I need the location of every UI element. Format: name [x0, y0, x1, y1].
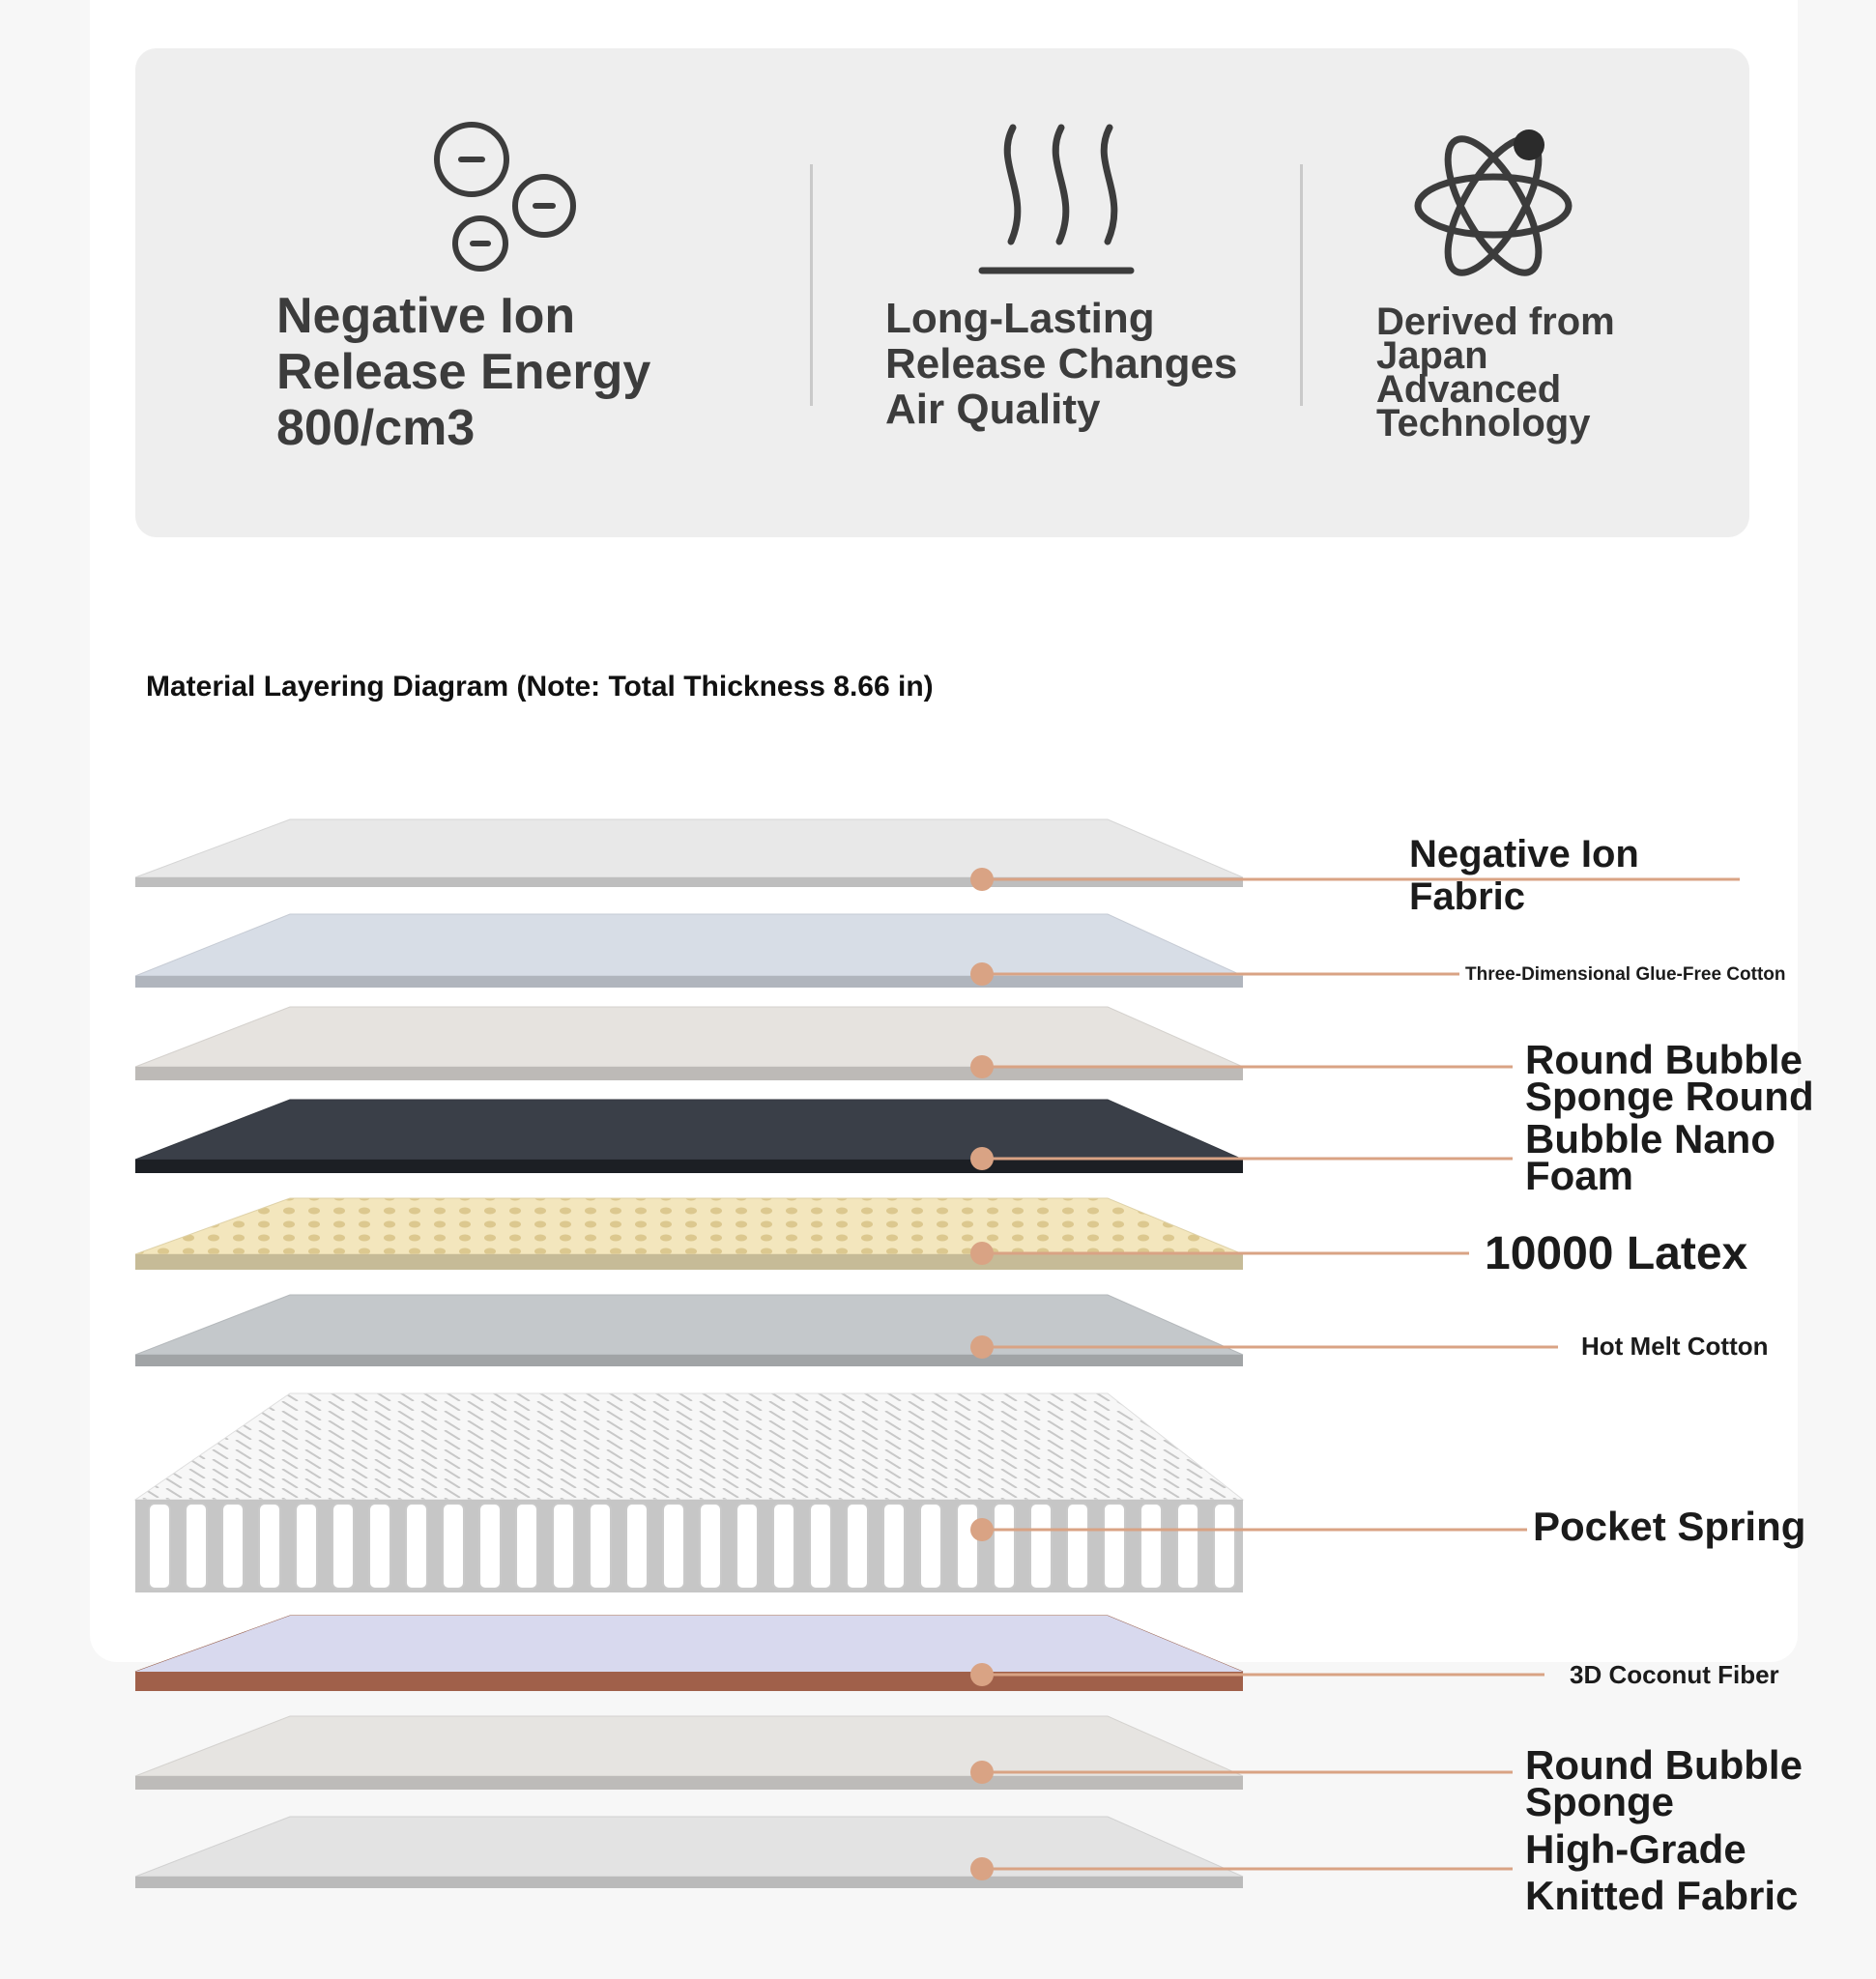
connector-dot [970, 1857, 994, 1880]
layer-label [1525, 1742, 1803, 1824]
layer-5 [135, 1295, 1558, 1366]
layer-front-edge [135, 1355, 1243, 1366]
layer-label-line: Negative Ion [1409, 833, 1639, 875]
layer-top-face [135, 1100, 1243, 1160]
layer-label [1465, 964, 1785, 986]
layer-label-line: 3D Coconut Fiber [1570, 1660, 1779, 1689]
layer-label [1525, 1116, 1775, 1198]
layer-label [1581, 1332, 1769, 1361]
layer-label-line: Foam [1525, 1153, 1634, 1198]
layer-label [1485, 1229, 1747, 1279]
feature-line: 800/cm3 [276, 400, 476, 456]
spring-coil [810, 1504, 831, 1589]
layer-1 [135, 914, 1459, 988]
diagram-title: Material Layering Diagram (Note: Total Thickness 8.66 in) [146, 671, 934, 703]
spring-coil [700, 1504, 721, 1589]
feature-line: Release Energy [276, 344, 651, 400]
layer-top-face [135, 1007, 1243, 1067]
spring-coil [1104, 1504, 1125, 1589]
spring-coil [883, 1504, 905, 1589]
layer-label-line: Sponge Round [1525, 1074, 1814, 1119]
connector-dot [970, 1242, 994, 1265]
connector-dot [970, 868, 994, 891]
layer-9 [135, 1817, 1513, 1888]
spring-coil [1177, 1504, 1198, 1589]
layer-front-edge [135, 976, 1243, 988]
spring-coil [516, 1504, 537, 1589]
spring-coil [369, 1504, 390, 1589]
layer-label [1525, 1037, 1814, 1119]
connector-dot [970, 962, 994, 986]
spring-coil [994, 1504, 1015, 1589]
feature-line: Advanced [1376, 368, 1562, 411]
layer-front-edge [135, 1067, 1243, 1080]
layer-label-line: High-Grade [1525, 1826, 1746, 1872]
layer-label-line: Bubble Nano [1525, 1116, 1775, 1162]
layer-front-edge [135, 1254, 1243, 1270]
spring-coil [296, 1504, 317, 1589]
layer-6 [135, 1393, 1527, 1592]
spring-coil [663, 1504, 684, 1589]
connector-dot [970, 1055, 994, 1078]
layer-label-line: 10000 Latex [1485, 1228, 1748, 1279]
layer-label [1533, 1504, 1805, 1550]
layer-label-line: Fabric [1409, 875, 1526, 918]
connector-dot [970, 1663, 994, 1686]
coconut-top-sheet [135, 1616, 1243, 1672]
spring-coil [443, 1504, 464, 1589]
feature-line: Air Quality [885, 386, 1101, 433]
feature-line: Negative Ion [276, 288, 576, 344]
layer-label [1409, 833, 1639, 918]
layer-top-face [135, 1716, 1243, 1776]
layer-top-face [135, 819, 1243, 877]
layer-label-line: Round Bubble [1525, 1742, 1803, 1788]
feature-line: Japan [1376, 334, 1488, 377]
spring-coil [222, 1504, 244, 1589]
layer-label [1525, 1826, 1798, 1919]
layer-label [1570, 1660, 1779, 1689]
layer-label-line: Knitted Fabric [1525, 1873, 1799, 1918]
layer-4 [135, 1198, 1469, 1270]
layer-3 [135, 1100, 1513, 1173]
layer-8 [135, 1716, 1513, 1790]
connector-dot [970, 1518, 994, 1541]
layer-label-line: Sponge [1525, 1779, 1674, 1824]
feature-line: Derived from [1376, 301, 1615, 343]
spring-coil [847, 1504, 868, 1589]
layer-label-line: Pocket Spring [1533, 1504, 1806, 1549]
spring-coil [259, 1504, 280, 1589]
layer-front-edge [135, 1877, 1243, 1888]
connector-dot [970, 1335, 994, 1359]
layer-top-face [135, 1198, 1243, 1254]
spring-coil [553, 1504, 574, 1589]
layer-label-line: Round Bubble [1525, 1037, 1803, 1082]
layer-7 [135, 1616, 1544, 1691]
spring-coil [920, 1504, 941, 1589]
spring-coil [957, 1504, 978, 1589]
spring-coil [736, 1504, 758, 1589]
spring-coil [773, 1504, 794, 1589]
layer-2 [135, 1007, 1513, 1080]
layer-top-face [135, 1393, 1243, 1500]
spring-coil [1030, 1504, 1052, 1589]
spring-coil [1067, 1504, 1088, 1589]
spring-coil [149, 1504, 170, 1589]
spring-coil [186, 1504, 207, 1589]
layer-label-line: Hot Melt Cotton [1581, 1332, 1769, 1361]
layer-front-edge [135, 1776, 1243, 1790]
spring-coil [332, 1504, 354, 1589]
spring-coil [1140, 1504, 1162, 1589]
connector-dot [970, 1761, 994, 1784]
feature-line: Technology [1376, 402, 1591, 445]
layer-top-face [135, 914, 1243, 976]
spring-coil [479, 1504, 501, 1589]
spring-coil [1214, 1504, 1235, 1589]
spring-coil [590, 1504, 611, 1589]
connector-dot [970, 1147, 994, 1170]
spring-coil [626, 1504, 648, 1589]
spring-coil [406, 1504, 427, 1589]
layer-front-edge [135, 1160, 1243, 1173]
feature-line: Release Changes [885, 340, 1238, 387]
layer-label-line: Three-Dimensional Glue-Free Cotton [1465, 964, 1786, 985]
feature-line: Long-Lasting [885, 295, 1155, 342]
